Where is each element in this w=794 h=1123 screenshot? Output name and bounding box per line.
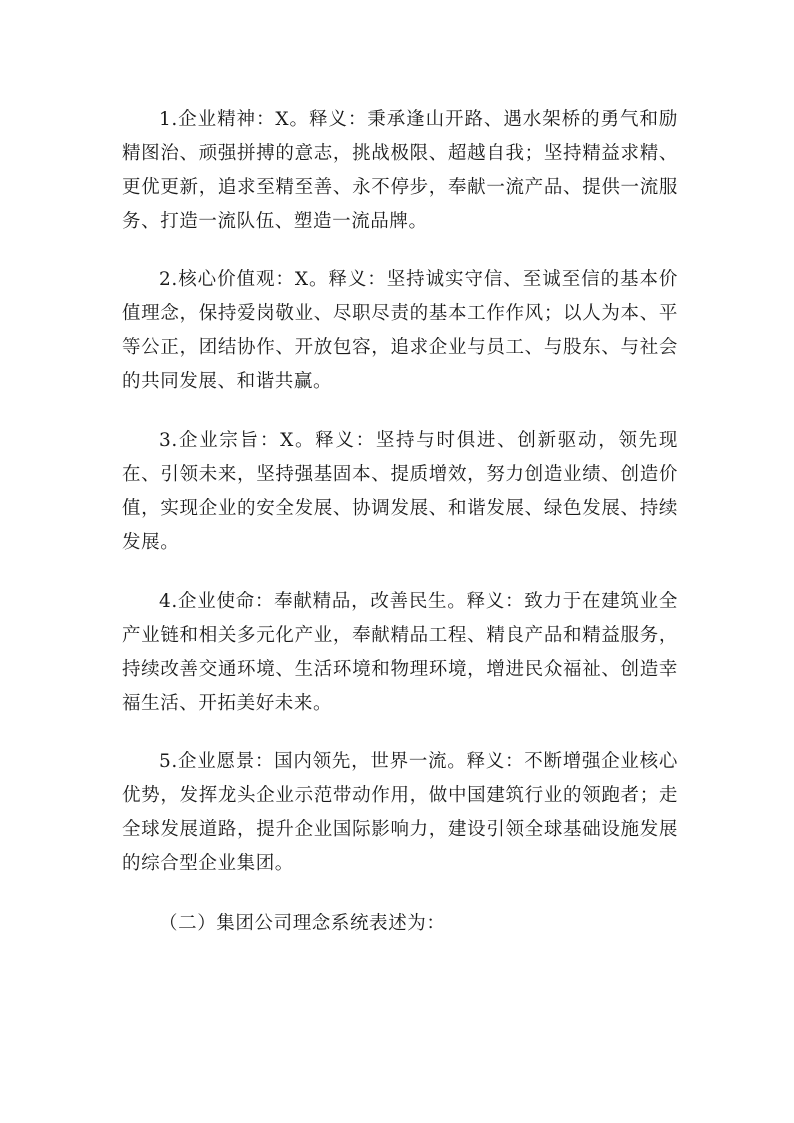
section-heading: （二）集团公司理念系统表述为： bbox=[159, 913, 446, 934]
paragraph-enterprise-purpose: 3.企业宗旨：X。释义：坚持与时俱进、创新驱动，领先现在、引领未来，坚持强基固本、提质增效，努力创造业绩、创造价值，实现企业的安全发展、协调发展、和谐发展、绿色发展、持续发展。 bbox=[122, 430, 678, 553]
paragraph-enterprise-vision: 5.企业愿景：国内领先，世界一流。释义：不断增强企业核心优势，发挥龙头企业示范带动作用，做中国建筑行业的领跑者；走全球发展道路，提升企业国际影响力，建设引领全球基础设施发展的综合型企业集团。 bbox=[122, 751, 678, 874]
paragraph-enterprise-mission: 4.企业使命：奉献精品，改善民生。释义：致力于在建筑业全产业链和相关多元化产业，奉献精品工程、精良产品和精益服务，持续改善交通环境、生活环境和物理环境，增进民众福祉、创造幸福生活、开拓美好未来。 bbox=[122, 591, 678, 714]
paragraph-core-values: 2.核心价值观：X。释义：坚持诚实守信、至诚至信的基本价值理念，保持爱岗敬业、尽职尽责的基本工作作风；以人为本、平等公正，团结协作、开放包容，追求企业与员工、与股东、与社会的共同发展、和谐共赢。 bbox=[122, 269, 678, 392]
document-page bbox=[122, 103, 678, 941]
paragraph-enterprise-spirit: 1.企业精神：X。释义：秉承逢山开路、遇水架桥的勇气和励精图治、顽强拼搏的意志，挑战极限、超越自我；坚持精益求精、更优更新，追求至精至善、永不停步，奉献一流产品、提供一流服务、打造一流队伍、塑造一流品牌。 bbox=[122, 109, 678, 232]
